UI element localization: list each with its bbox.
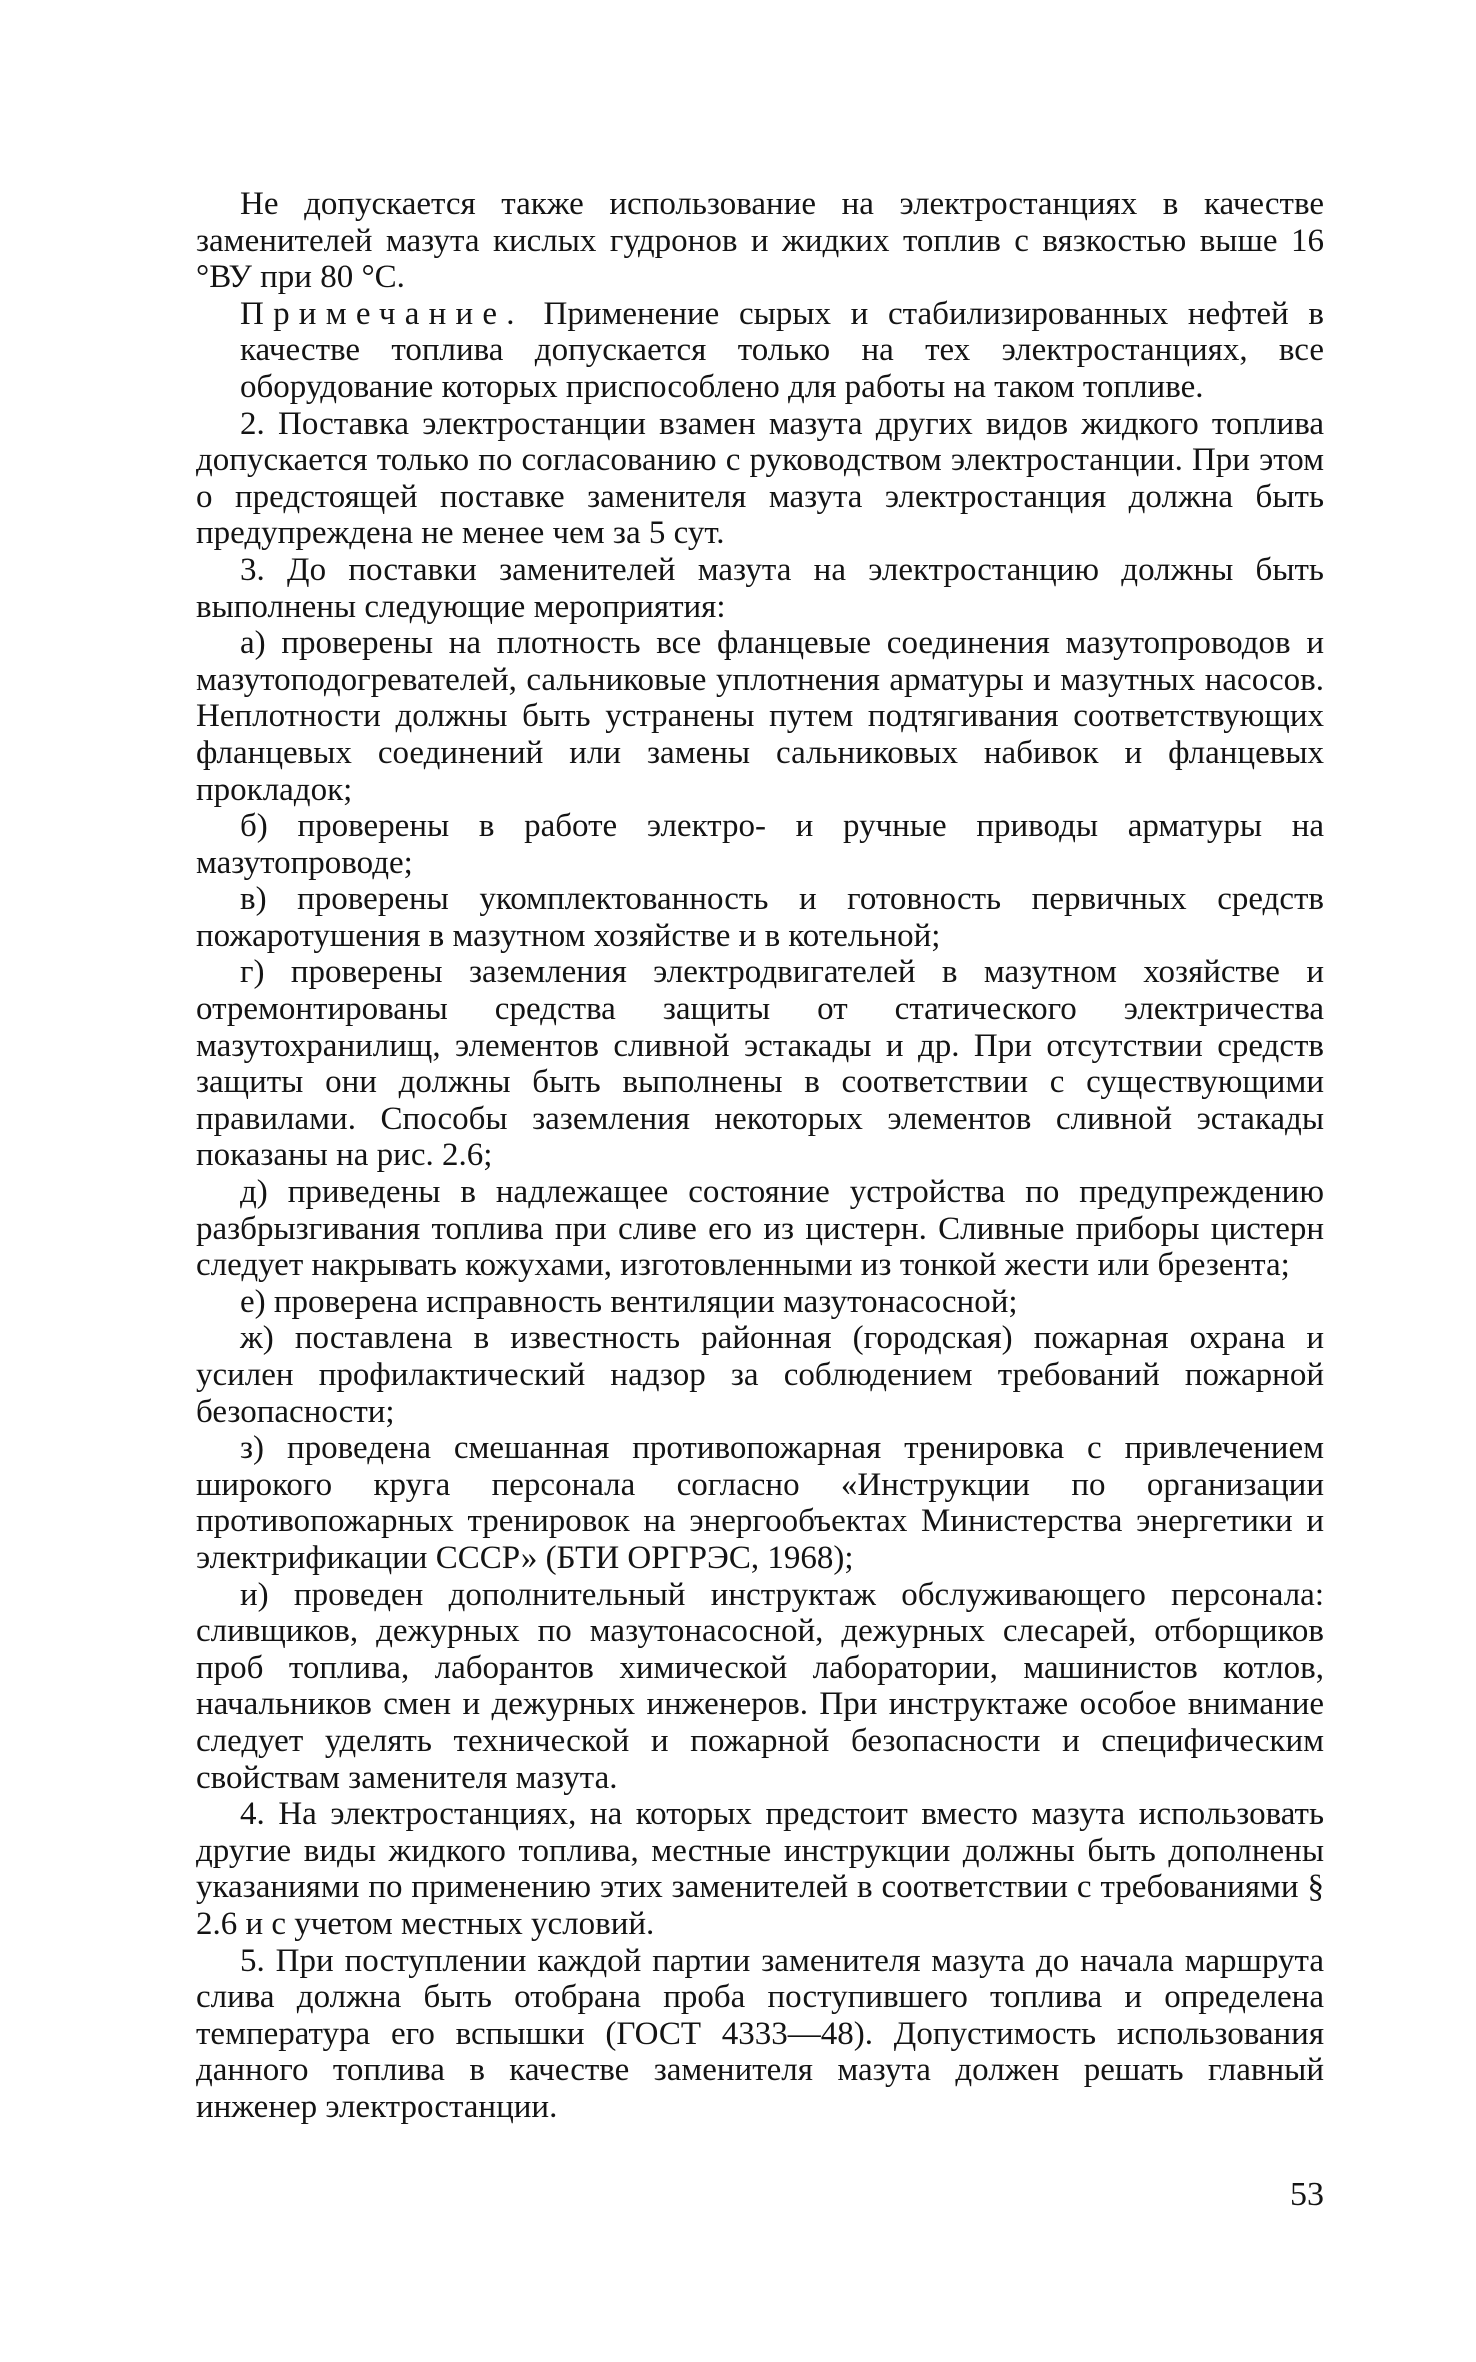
list-item-e: е) проверена исправность вентиляции мазутонасосной;: [240, 1283, 1018, 1320]
list-item-z: з) проведена смешанная противопожарная тренировка с привлечением широкого круга персонала согласно «Инструкции по организации противопожарных тренировок на энергообъектах Министерства энергетики и электрификации СССР» (БТИ ОРГРЭС, 1968);: [196, 1430, 1324, 1576]
note-paragraph: [240, 296, 1324, 406]
note-label: Примечание.: [240, 295, 524, 332]
page-number: 53: [1290, 2176, 1324, 2213]
list-item-g: г) проверены заземления электродвигателей в мазутном хозяйстве и отремонтированы средства защиты от статического электричества мазутохранилищ, элементов сливной эстакады и др. При отсутствии средств защиты они должны быть выполнены в соответствии с существующими правилами. Способы заземления некоторых элементов сливной эстакады показаны на рис. 2.6;: [196, 954, 1324, 1174]
note-text: Применение сырых и стабилизированных нефтей в качестве топлива допускается только на тех электростанциях, все оборудование которых приспособлено для работы на таком топливе.: [240, 295, 1324, 405]
paragraph-item-3: 3. До поставки заменителей мазута на электростанцию должны быть выполнены следующие мероприятия:: [196, 551, 1324, 625]
list-item-v: в) проверены укомплектованность и готовность первичных средств пожаротушения в мазутном хозяйстве и в котельной;: [196, 881, 1324, 954]
page-body: [196, 186, 1324, 2125]
paragraph-item-4: 4. На электростанциях, на которых предстоит вместо мазута использовать другие виды жидкого топлива, местные инструкции должны быть дополнены указаниями по применению этих заменителей в соответствии с требованиями § 2.6 и с учетом местных условий.: [196, 1796, 1324, 1942]
list-item-a: а) проверены на плотность все фланцевые соединения мазутопроводов и мазутоподогревателей, сальниковые уплотнения арматуры и мазутных насосов. Неплотности должны быть устранены путем подтягивания соответствующих фланцевых соединений или замены сальниковых набивок и фланцевых прокладок;: [196, 625, 1324, 808]
list-item-d: д) приведены в надлежащее состояние устройства по предупреждению разбрызгивания топлива при сливе его из цистерн. Сливные приборы цистерн следует накрывать кожухами, изготовленными из тонкой жести или брезента;: [196, 1174, 1324, 1284]
list-item-i: и) проведен дополнительный инструктаж обслуживающего персонала: сливщиков, дежурных по мазутонасосной, дежурных слесарей, отборщиков проб топлива, лаборантов химической лаборатории, машинистов котлов, начальников смен и дежурных инженеров. При инструктаже особое внимание следует уделять технической и пожарной безопасности и специфическим свойствам заменителя мазута.: [196, 1576, 1324, 1796]
list-item-zh: ж) поставлена в известность районная (городская) пожарная охрана и усилен профилактический надзор за соблюдением требований пожарной безопасности;: [196, 1320, 1324, 1430]
paragraph-item-2: 2. Поставка электростанции взамен мазута других видов жидкого топлива допускается только по согласованию с руководством электростанции. При этом о предстоящей поставке заменителя мазута электростанция должна быть предупреждена не менее чем за 5 сут.: [196, 405, 1324, 552]
paragraph-viscosity: Не допускается также использование на электростанциях в качестве заменителей мазута кислых гудронов и жидких топлив с вязкостью выше 16 °ВУ при 80 °С.: [196, 186, 1324, 296]
list-item-b: б) проверены в работе электро- и ручные приводы арматуры на мазутопроводе;: [196, 808, 1324, 881]
paragraph-item-5: 5. При поступлении каждой партии заменителя мазута до начала маршрута слива должна быть отобрана проба поступившего топлива и определена температура его вспышки (ГОСТ 4333—48). Допустимость использования данного топлива в качестве заменителя мазута должен решать главный инженер электростанции.: [196, 1942, 1324, 2125]
